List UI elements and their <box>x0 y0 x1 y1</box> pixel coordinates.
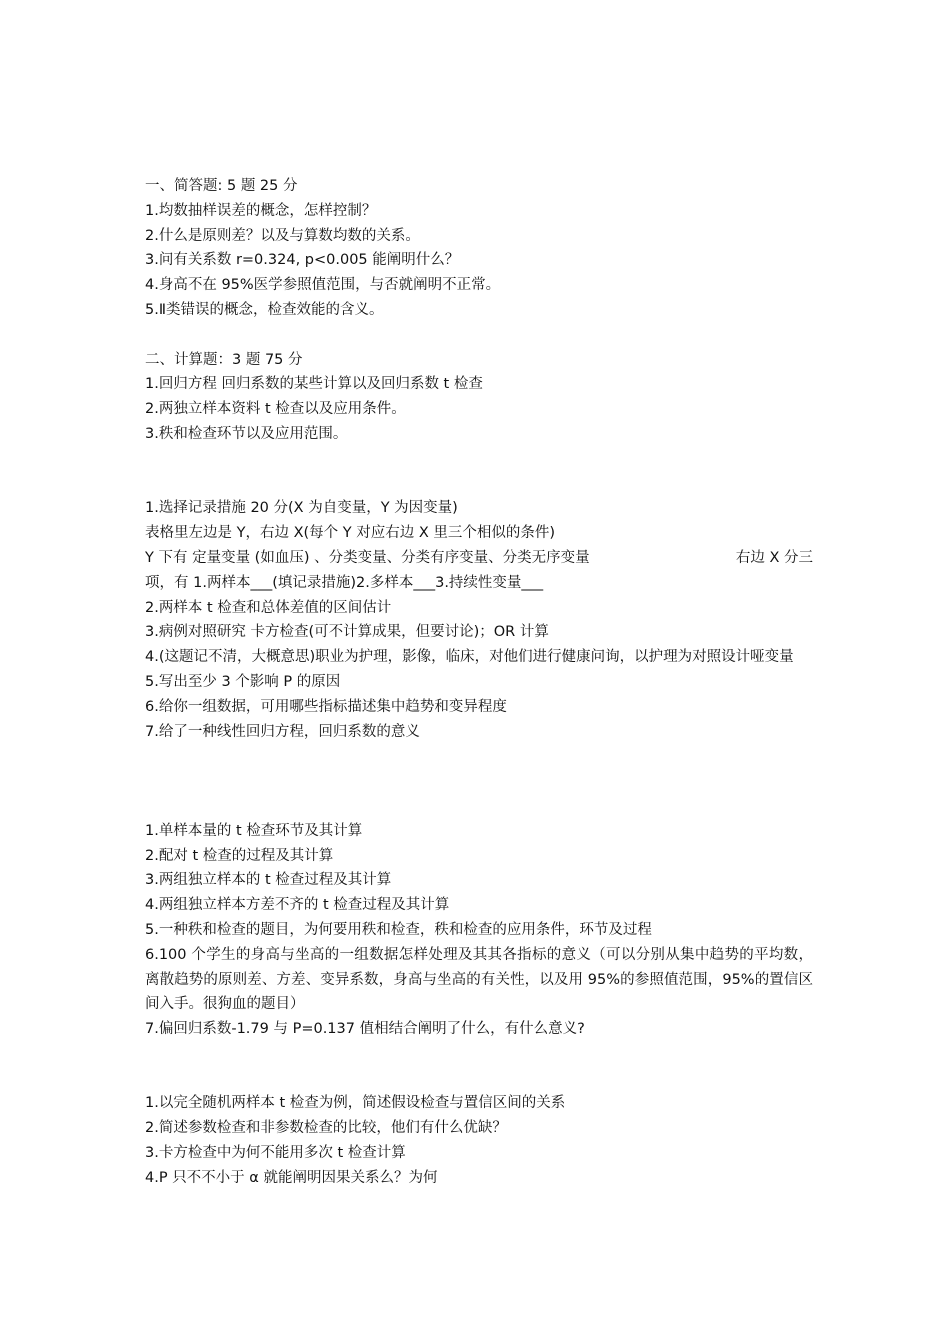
list-item: 4.身高不在 95%医学参照值范围，与否就阐明不正常。 <box>145 277 501 294</box>
spacer <box>145 447 813 497</box>
list-item: 3.两组独立样本的 t 检查过程及其计算 <box>145 872 392 889</box>
list-item: 2.简述参数检查和非参数检查的比较，他们有什么优缺？ <box>145 1120 507 1137</box>
list-item: 3.问有关系数 r=0.324, p<0.005 能阐明什么？ <box>145 252 460 269</box>
spacer <box>145 744 813 818</box>
list-item: 1.单样本量的 t 检查环节及其计算 <box>145 822 363 839</box>
list-item: 表格里左边是 Y，右边 X(每个 Y 对应右边 X 里三个相似的条件) <box>145 525 556 542</box>
list-item: 7.给了一种线性回归方程，回归系数的意义 <box>145 723 420 740</box>
list-item: 3.秩和检查环节以及应用范围。 <box>145 425 348 442</box>
section-heading-calculation: 二、计算题：3 题 75 分 <box>145 351 303 368</box>
list-item: 5.写出至少 3 个影响 P 的原因 <box>145 673 341 690</box>
list-item: 2.什么是原则差？以及与算数均数的关系。 <box>145 227 420 244</box>
list-item <box>145 546 813 571</box>
list-item: 1.选择记录措施 20 分(X 为自变量，Y 为因变量) <box>145 500 458 517</box>
list-item: 项，有 1.两样本___(填记录措施)2.多样本___3.持续性变量___ <box>145 574 544 591</box>
list-item: 5.Ⅱ类错误的概念，检查效能的含义。 <box>145 301 384 318</box>
text-right: 右边 X 分三 <box>735 549 813 566</box>
list-item: 4.(这题记不清，大概意思)职业为护理，影像，临床，对他们进行健康问询，以护理为对照设计哑变量 <box>145 649 794 666</box>
spacer <box>145 1042 813 1092</box>
list-item: 7.偏回归系数-1.79 与 P=0.137 值相结合阐明了什么，有什么意义? <box>145 1021 585 1038</box>
list-item: 1.回归方程 回归系数的某些计算以及回归系数 t 检查 <box>145 376 483 393</box>
section-heading-short-answer: 一、简答题: 5 题 25 分 <box>145 178 298 194</box>
list-item: 4.P 只不不小于 α 就能阐明因果关系么？为何 <box>145 1169 438 1186</box>
list-item: 6.给你一组数据，可用哪些指标描述集中趋势和变异程度 <box>145 698 507 715</box>
list-item: 6.100 个学生的身高与坐高的一组数据怎样处理及其其各指标的意义（可以分别从集中趋势的平均数，离散趋势的原则差、方差、变异系数，身高与坐高的有关性，以及用 95%的参照值范围，95%的置信区间入手。很狗血的题目） <box>145 946 813 1013</box>
spacer <box>145 323 813 348</box>
list-item: 3.卡方检查中为何不能用多次 t 检查计算 <box>145 1145 406 1162</box>
document-body <box>145 174 813 1191</box>
list-item: 3.病例对照研究 卡方检查(可不计算成果，但要讨论)；OR 计算 <box>145 624 549 641</box>
list-item: 5.一种秩和检查的题目，为何要用秩和检查，秩和检查的应用条件，环节及过程 <box>145 921 652 938</box>
list-item: 4.两组独立样本方差不齐的 t 检查过程及其计算 <box>145 897 450 914</box>
list-item: 1.以完全随机两样本 t 检查为例，简述假设检查与置信区间的关系 <box>145 1095 566 1112</box>
list-item: 1.均数抽样误差的概念，怎样控制？ <box>145 202 377 219</box>
text-left: Y 下有 定量变量 (如血压) 、分类变量、分类有序变量、分类无序变量 <box>145 549 590 566</box>
list-item: 2.两独立样本资料 t 检查以及应用条件。 <box>145 401 406 418</box>
list-item: 2.两样本 t 检查和总体差值的区间估计 <box>145 599 392 616</box>
list-item: 2.配对 t 检查的过程及其计算 <box>145 847 334 864</box>
